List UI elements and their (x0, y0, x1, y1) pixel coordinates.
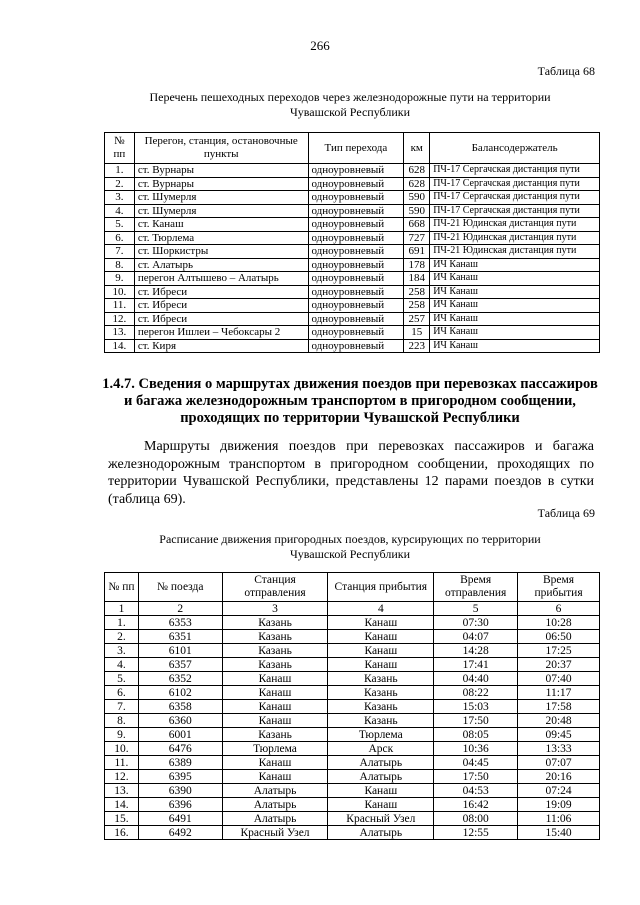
table-cell: 6352 (138, 672, 222, 686)
table-cell: Канаш (222, 700, 328, 714)
table-cell: 3. (105, 191, 135, 205)
table-cell: 9. (105, 272, 135, 286)
table-cell: 257 (404, 312, 430, 326)
table-cell: 6491 (138, 812, 222, 826)
table-cell: ИЧ Канаш (430, 285, 600, 299)
table-cell: 04:07 (434, 630, 518, 644)
table-cell: 04:45 (434, 756, 518, 770)
column-header: км (404, 133, 430, 164)
table-cell: Красный Узел (222, 826, 328, 840)
table-cell: Тюрлема (222, 742, 328, 756)
table-cell: ст. Алатырь (134, 258, 308, 272)
table-cell: ИЧ Канаш (430, 258, 600, 272)
table-cell: 4. (105, 204, 135, 218)
table-cell: 6395 (138, 770, 222, 784)
table-cell: одноуровневый (308, 326, 404, 340)
table-cell: Арск (328, 742, 434, 756)
table-cell: 10:36 (434, 742, 518, 756)
table-cell: одноуровневый (308, 191, 404, 205)
table-cell: одноуровневый (308, 245, 404, 259)
table-row (105, 312, 600, 326)
table-cell: ПЧ-21 Юдинская дистанция пути (430, 245, 600, 259)
table-cell: 7. (105, 700, 139, 714)
heading-line: и багажа железнодорожным транспортом в пригородном сообщении, (124, 393, 576, 409)
table-cell: 13. (105, 326, 135, 340)
column-header: Время отправления (434, 573, 518, 602)
table-cell: 8. (105, 258, 135, 272)
table-cell: 17:41 (434, 658, 518, 672)
table-header-row (105, 573, 600, 602)
table-cell: 11:17 (518, 686, 600, 700)
column-number: 1 (105, 602, 139, 616)
table-cell: 10. (105, 742, 139, 756)
table-cell: перегон Ишлеи – Чебоксары 2 (134, 326, 308, 340)
table-cell: ПЧ-17 Сергачская дистанция пути (430, 204, 600, 218)
table-cell: 13. (105, 784, 139, 798)
table-cell: Казань (328, 686, 434, 700)
table-header-row (105, 133, 600, 164)
table-cell: 628 (404, 177, 430, 191)
table-cell: ПЧ-17 Сергачская дистанция пути (430, 164, 600, 178)
table-cell: Тюрлема (328, 728, 434, 742)
table-cell: 19:09 (518, 798, 600, 812)
table-cell: 6353 (138, 616, 222, 630)
table-cell: 20:16 (518, 770, 600, 784)
table-row (105, 204, 600, 218)
crossings-table (104, 132, 600, 353)
table-row (105, 784, 600, 798)
table-row (105, 177, 600, 191)
table-cell: одноуровневый (308, 285, 404, 299)
table-cell: ст. Шумерля (134, 204, 308, 218)
table-cell: 12. (105, 770, 139, 784)
table-cell: Канаш (222, 686, 328, 700)
table-cell: 6351 (138, 630, 222, 644)
table-69-caption (100, 532, 600, 562)
table-68-label: Таблица 68 (537, 64, 595, 78)
table-cell: Канаш (222, 714, 328, 728)
table-cell: ПЧ-17 Сергачская дистанция пути (430, 191, 600, 205)
table-row (105, 299, 600, 313)
table-row (105, 700, 600, 714)
table-cell: ст. Вурнары (134, 164, 308, 178)
column-header: № пп (105, 573, 139, 602)
table-cell: Казань (328, 714, 434, 728)
table-cell: Алатырь (222, 784, 328, 798)
table-row (105, 164, 600, 178)
table-cell: ИЧ Канаш (430, 326, 600, 340)
table-cell: Канаш (328, 644, 434, 658)
table-cell: ст. Ибреси (134, 312, 308, 326)
column-header: Станция прибытия (328, 573, 434, 602)
table-cell: 15:03 (434, 700, 518, 714)
table-cell: 178 (404, 258, 430, 272)
table-cell: 11. (105, 299, 135, 313)
table-cell: 08:22 (434, 686, 518, 700)
table-cell: Красный Узел (328, 812, 434, 826)
table-cell: Канаш (328, 798, 434, 812)
table-cell: Алатырь (328, 826, 434, 840)
table-row (105, 616, 600, 630)
table-cell: 6476 (138, 742, 222, 756)
table-cell: 15 (404, 326, 430, 340)
table-cell: Канаш (222, 672, 328, 686)
table-cell: 2. (105, 630, 139, 644)
table-cell: одноуровневый (308, 231, 404, 245)
table-cell: 6492 (138, 826, 222, 840)
table-cell: 691 (404, 245, 430, 259)
table-cell: Казань (222, 616, 328, 630)
table-row (105, 770, 600, 784)
table-cell: 16. (105, 826, 139, 840)
table-cell: ПЧ-17 Сергачская дистанция пути (430, 177, 600, 191)
table-cell: Алатырь (222, 812, 328, 826)
table-cell: ИЧ Канаш (430, 299, 600, 313)
table-cell: 07:40 (518, 672, 600, 686)
table-row (105, 231, 600, 245)
table-cell: 7. (105, 245, 135, 259)
section-paragraph: Маршруты движения поездов при перевозках пассажиров и багажа железнодорожным транспортом в пригородном сообщении, проходящих по территории Чувашской Республики, представлены 12 парами поездов в сутки (таблица 69). (108, 439, 594, 507)
table-68-caption (100, 90, 600, 120)
table-cell: 1. (105, 164, 135, 178)
table-cell: 14. (105, 339, 135, 353)
table-cell: Алатырь (222, 798, 328, 812)
table-cell: ст. Ибреси (134, 299, 308, 313)
table-cell: 17:50 (434, 714, 518, 728)
table-row (105, 756, 600, 770)
table-cell: Канаш (222, 756, 328, 770)
column-number-row (105, 602, 600, 616)
table-cell: 1. (105, 616, 139, 630)
table-row (105, 285, 600, 299)
table-cell: 258 (404, 285, 430, 299)
table-cell: 6390 (138, 784, 222, 798)
table-row (105, 191, 600, 205)
schedule-table (104, 572, 600, 840)
column-header: Тип перехода (308, 133, 404, 164)
table-cell: ст. Ибреси (134, 285, 308, 299)
column-number: 4 (328, 602, 434, 616)
table-row (105, 658, 600, 672)
table-cell: Канаш (222, 770, 328, 784)
table-cell: 11:06 (518, 812, 600, 826)
table-cell: 6396 (138, 798, 222, 812)
table-cell: 9. (105, 728, 139, 742)
table-cell: 590 (404, 191, 430, 205)
table-cell: 15. (105, 812, 139, 826)
table-cell: 17:25 (518, 644, 600, 658)
table-cell: 04:40 (434, 672, 518, 686)
table-cell: Алатырь (328, 770, 434, 784)
table-cell: Казань (222, 644, 328, 658)
column-header: Перегон, станция, остановочные пункты (134, 133, 308, 164)
table-cell: 5. (105, 218, 135, 232)
table-cell: 04:53 (434, 784, 518, 798)
table-cell: ст. Киря (134, 339, 308, 353)
table-cell: Канаш (328, 630, 434, 644)
table-cell: 6358 (138, 700, 222, 714)
table-cell: одноуровневый (308, 218, 404, 232)
page-number: 266 (310, 38, 330, 53)
column-header: Балансодержатель (430, 133, 600, 164)
table-cell: 6360 (138, 714, 222, 728)
table-cell: Казань (222, 630, 328, 644)
heading-line: 1.4.7. Сведения о маршрутах движения поездов при перевозках пассажиров (102, 376, 598, 392)
table-cell: Казань (328, 672, 434, 686)
table-cell: 6101 (138, 644, 222, 658)
table-row (105, 339, 600, 353)
table-cell: 07:24 (518, 784, 600, 798)
table-cell: Канаш (328, 784, 434, 798)
column-header: Станция отправления (222, 573, 328, 602)
table-cell: одноуровневый (308, 272, 404, 286)
column-header: № поезда (138, 573, 222, 602)
table-cell: 10:28 (518, 616, 600, 630)
table-cell: 8. (105, 714, 139, 728)
table-row (105, 728, 600, 742)
table-row (105, 644, 600, 658)
table-cell: 16:42 (434, 798, 518, 812)
table-cell: 2. (105, 177, 135, 191)
table-row (105, 742, 600, 756)
table-cell: Канаш (328, 616, 434, 630)
table-row (105, 258, 600, 272)
section-heading (100, 376, 600, 427)
table-cell: 20:48 (518, 714, 600, 728)
table-cell: одноуровневый (308, 204, 404, 218)
table-row (105, 798, 600, 812)
table-row (105, 272, 600, 286)
table-cell: ст. Канаш (134, 218, 308, 232)
table-cell: 13:33 (518, 742, 600, 756)
table-row (105, 326, 600, 340)
table-cell: 10. (105, 285, 135, 299)
table-cell: 223 (404, 339, 430, 353)
column-number: 6 (518, 602, 600, 616)
table-cell: 20:37 (518, 658, 600, 672)
table-cell: Алатырь (328, 756, 434, 770)
table-row (105, 686, 600, 700)
caption-line: Перечень пешеходных переходов через железнодорожные пути на территории (149, 90, 551, 104)
table-cell: одноуровневый (308, 177, 404, 191)
table-cell: 5. (105, 672, 139, 686)
table-cell: ст. Вурнары (134, 177, 308, 191)
table-cell: 14:28 (434, 644, 518, 658)
column-header: Время прибытия (518, 573, 600, 602)
table-cell: ИЧ Канаш (430, 339, 600, 353)
table-cell: 07:30 (434, 616, 518, 630)
table-cell: Канаш (328, 658, 434, 672)
table-cell: перегон Алтышево – Алатырь (134, 272, 308, 286)
table-cell: 12:55 (434, 826, 518, 840)
table-cell: 184 (404, 272, 430, 286)
table-cell: 17:58 (518, 700, 600, 714)
table-cell: одноуровневый (308, 339, 404, 353)
table-cell: 6. (105, 686, 139, 700)
table-cell: ПЧ-21 Юдинская дистанция пути (430, 218, 600, 232)
caption-line: Чувашской Республики (289, 547, 411, 561)
table-row (105, 218, 600, 232)
table-row (105, 812, 600, 826)
table-cell: 15:40 (518, 826, 600, 840)
table-cell: 11. (105, 756, 139, 770)
heading-line: проходящих по территории Чувашской Республики (180, 410, 520, 426)
table-cell: 727 (404, 231, 430, 245)
column-number: 5 (434, 602, 518, 616)
table-cell: одноуровневый (308, 299, 404, 313)
table-cell: Казань (222, 658, 328, 672)
table-cell: 14. (105, 798, 139, 812)
table-cell: 4. (105, 658, 139, 672)
table-cell: ст. Шоркистры (134, 245, 308, 259)
column-number: 3 (222, 602, 328, 616)
table-cell: ИЧ Канаш (430, 312, 600, 326)
table-cell: одноуровневый (308, 312, 404, 326)
table-cell: 6102 (138, 686, 222, 700)
caption-line: Чувашской Республики (289, 105, 411, 119)
table-cell: ПЧ-21 Юдинская дистанция пути (430, 231, 600, 245)
table-cell: ст. Тюрлема (134, 231, 308, 245)
table-cell: 17:50 (434, 770, 518, 784)
table-cell: 590 (404, 204, 430, 218)
table-cell: 668 (404, 218, 430, 232)
table-cell: 258 (404, 299, 430, 313)
table-row (105, 245, 600, 259)
table-cell: одноуровневый (308, 258, 404, 272)
table-row (105, 630, 600, 644)
table-row (105, 672, 600, 686)
table-cell: ст. Шумерля (134, 191, 308, 205)
table-cell: 08:05 (434, 728, 518, 742)
table-cell: Казань (222, 728, 328, 742)
table-cell: 06:50 (518, 630, 600, 644)
column-number: 2 (138, 602, 222, 616)
table-cell: 09:45 (518, 728, 600, 742)
table-cell: 6389 (138, 756, 222, 770)
table-cell: 6357 (138, 658, 222, 672)
table-69-label: Таблица 69 (537, 506, 595, 520)
table-row (105, 826, 600, 840)
table-cell: одноуровневый (308, 164, 404, 178)
table-cell: 08:00 (434, 812, 518, 826)
table-cell: Казань (328, 700, 434, 714)
table-cell: 6. (105, 231, 135, 245)
table-cell: 6001 (138, 728, 222, 742)
table-cell: 3. (105, 644, 139, 658)
table-cell: 07:07 (518, 756, 600, 770)
caption-line: Расписание движения пригородных поездов, курсирующих по территории (159, 532, 541, 546)
table-row (105, 714, 600, 728)
table-cell: 628 (404, 164, 430, 178)
table-cell: ИЧ Канаш (430, 272, 600, 286)
column-header: № пп (105, 133, 135, 164)
table-cell: 12. (105, 312, 135, 326)
